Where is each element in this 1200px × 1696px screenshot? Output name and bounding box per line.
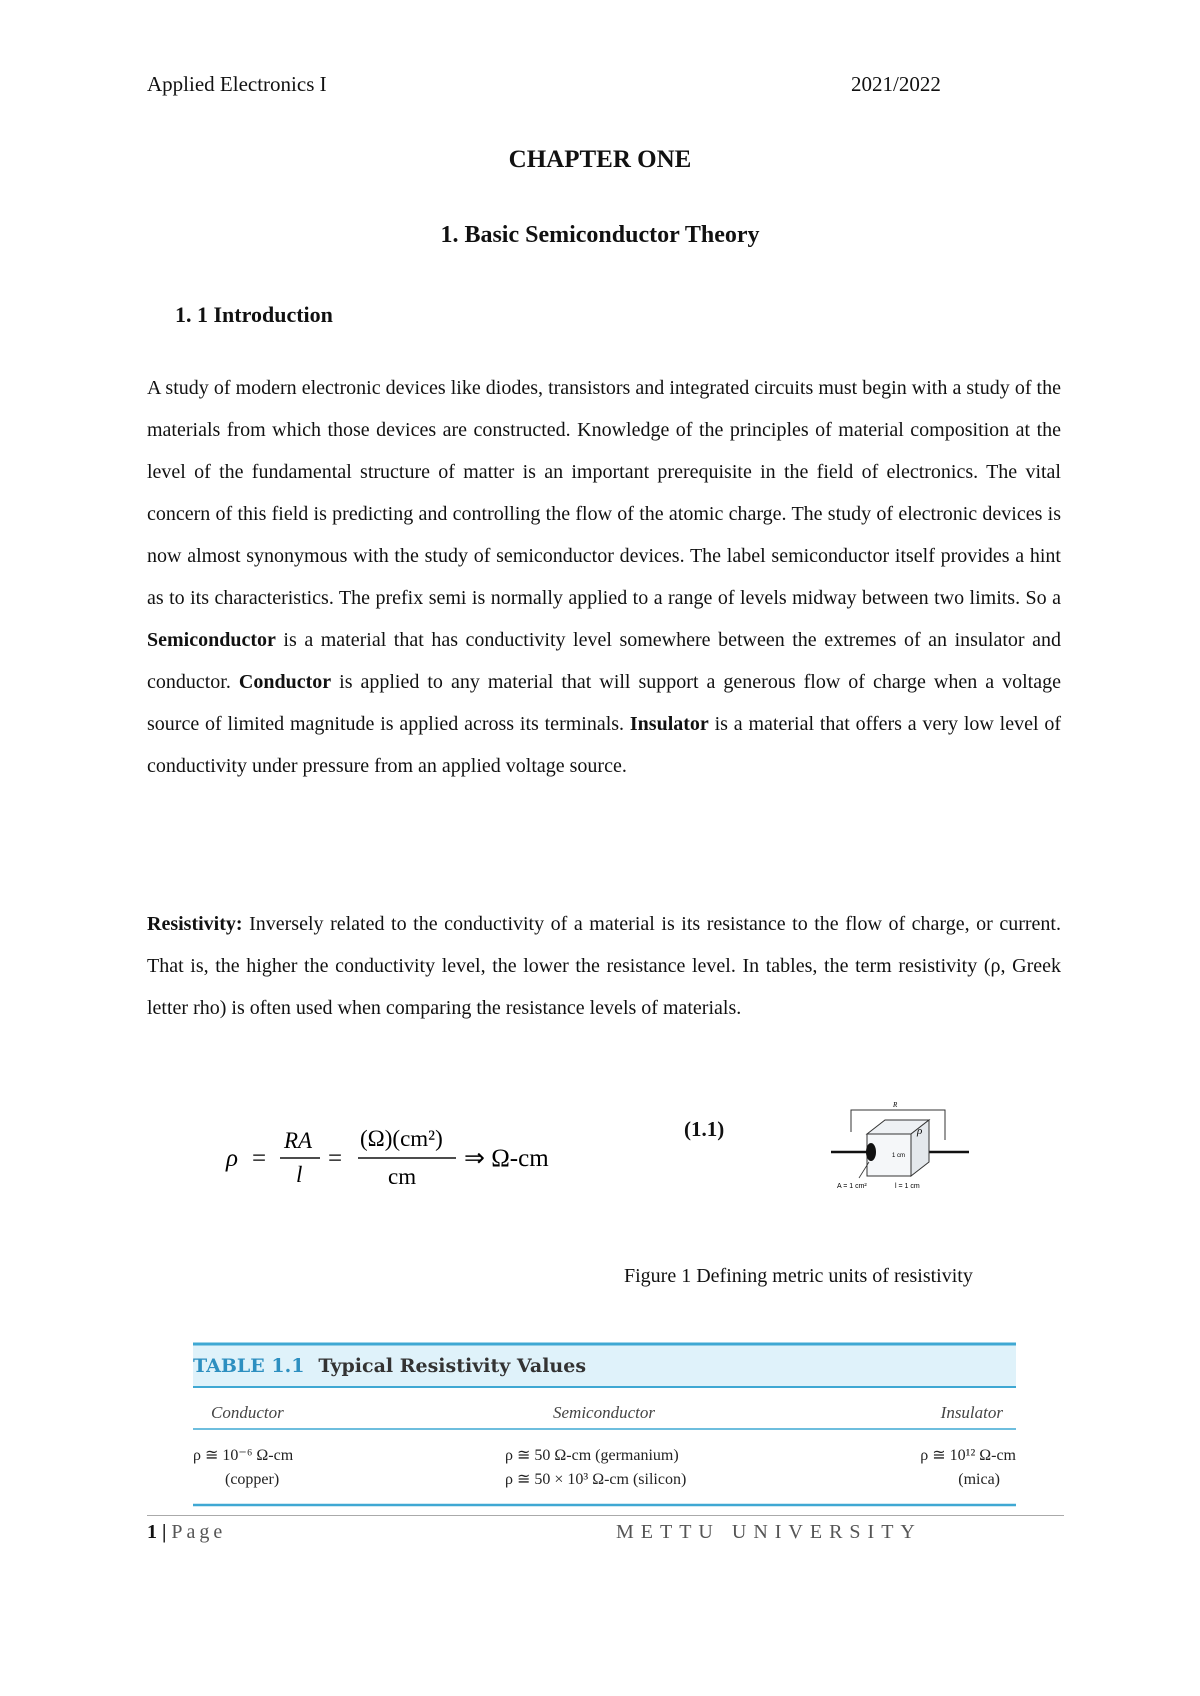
resistivity-table xyxy=(193,1342,1016,1512)
table-header-semiconductor: Semiconductor xyxy=(553,1403,655,1422)
figure-caption: Figure 1 Defining metric units of resistivity xyxy=(624,1265,973,1287)
cube-area-label: A = 1 cm² xyxy=(837,1183,867,1190)
table-cell-conductor-value: ρ ≅ 10⁻⁶ Ω-cm xyxy=(193,1447,294,1464)
table-title-band xyxy=(193,1344,1016,1387)
cube-contact-plate xyxy=(866,1143,876,1161)
term-conductor: Conductor xyxy=(238,671,332,693)
intro-text-2: is a material that has conductivity level somewhere between the extremes of an insulator and conductor. xyxy=(147,629,1061,693)
resistivity-paragraph xyxy=(147,903,1061,1029)
chapter-title: CHAPTER ONE xyxy=(508,146,692,173)
table-header-insulator: Insulator xyxy=(940,1403,1003,1422)
page-separator: | xyxy=(162,1521,167,1543)
formula-result: ⇒ Ω-cm xyxy=(464,1145,549,1172)
term-resistivity: Resistivity: xyxy=(147,913,243,935)
formula-rho: ρ xyxy=(226,1145,238,1172)
equation-number: (1.1) xyxy=(684,1117,725,1141)
header-academic-year: 2021/2022 xyxy=(851,72,941,96)
footer-page-info xyxy=(147,1521,226,1544)
formula-numerator: RA xyxy=(284,1128,313,1153)
table-header-conductor: Conductor xyxy=(211,1403,284,1422)
footer-divider xyxy=(147,1515,1064,1516)
resistivity-cube-figure xyxy=(825,1100,973,1196)
intro-text-3: is applied to any material that will support a generous flow of charge when a voltage source of limited magnitude is applied across its terminals. xyxy=(147,671,1061,735)
cube-length-label: l = 1 cm xyxy=(895,1183,920,1190)
table-cell-semiconductor-germanium: ρ ≅ 50 Ω-cm (germanium) xyxy=(505,1447,679,1464)
term-insulator: Insulator xyxy=(629,713,709,735)
table-title-text: Typical Resistivity Values xyxy=(318,1355,587,1377)
intro-paragraph xyxy=(147,367,1061,787)
formula-denominator: l xyxy=(296,1162,303,1187)
footer-university: METTU UNIVERSITY xyxy=(616,1521,922,1543)
table-cell-conductor-material: (copper) xyxy=(225,1471,280,1488)
resistivity-formula xyxy=(220,1118,580,1198)
table-cell-semiconductor-silicon: ρ ≅ 50 × 10³ Ω-cm (silicon) xyxy=(505,1471,687,1488)
formula-unit-denominator: cm xyxy=(388,1164,417,1189)
table-cell-insulator-value: ρ ≅ 10¹² Ω-cm xyxy=(920,1447,1016,1464)
section-title: 1. Basic Semiconductor Theory xyxy=(440,222,760,248)
formula-unit-numerator: (Ω)(cm²) xyxy=(360,1126,443,1151)
page-label: Page xyxy=(171,1521,227,1543)
term-semiconductor: Semiconductor xyxy=(147,629,276,651)
resistivity-text: Inversely related to the conductivity of a material is its resistance to the flow of charge, or current. That is, the higher the conductivity level, the lower the resistance level. In tables, the term resistivity (ρ, Greek letter rho) is often used when comparing the resistance levels of materials. xyxy=(147,913,1061,1019)
table-title-prefix: TABLE 1.1 xyxy=(193,1355,305,1377)
cube-rho-label: ρ xyxy=(917,1125,923,1137)
intro-text-1: A study of modern electronic devices like diodes, transistors and integrated circuits must begin with a study of the materials from which those devices are constructed. Knowledge of the principles of material composition at the level of the fundamental structure of matter is an important prerequisite in the field of electronics. The vital concern of this field is predicting and controlling the flow of the atomic charge. The study of electronic devices is now almost synonymous with the study of semiconductor devices. The label semiconductor itself provides a hint as to its characteristics. The prefix semi is normally applied to a range of levels midway between two limits. So a xyxy=(147,377,1061,609)
table-cell-insulator-material: (mica) xyxy=(958,1471,1000,1488)
formula-equals-2: = xyxy=(328,1145,343,1172)
cube-side-label: 1 cm xyxy=(892,1153,906,1159)
page-number: 1 xyxy=(147,1521,157,1543)
intro-text-4: is a material that offers a very low level of conductivity under pressure from an applied voltage source. xyxy=(147,713,1061,777)
cube-r-label: R xyxy=(893,1101,898,1109)
table-title xyxy=(193,1355,586,1377)
header-course-title: Applied Electronics I xyxy=(147,72,327,96)
formula-equals-1: = xyxy=(252,1145,267,1172)
subsection-title: 1. 1 Introduction xyxy=(175,302,333,327)
